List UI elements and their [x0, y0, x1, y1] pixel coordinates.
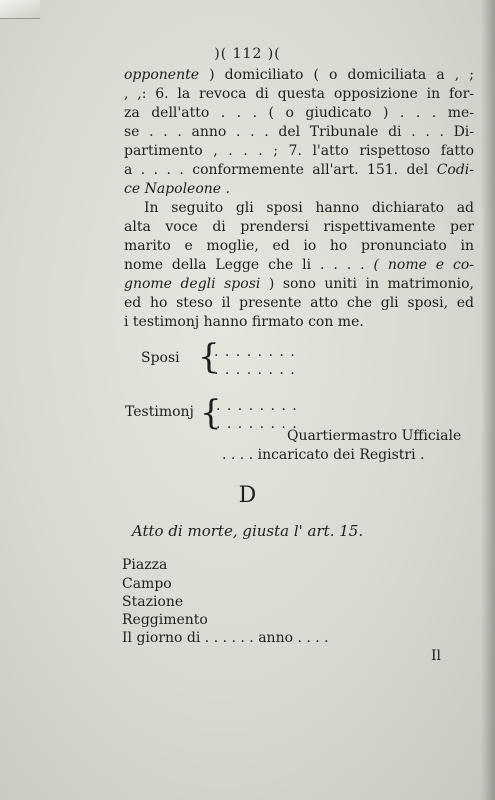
- testimonj-brace: {: [200, 393, 222, 433]
- text-line: za dell'atto . . . ( o giudicato ) . . . me-: [124, 105, 474, 121]
- page-edge-shadow: [481, 0, 495, 800]
- section-heading: Atto di morte, giusta l' art. 15.: [131, 522, 364, 540]
- text-line: se . . . anno . . . del Tribunale di . . . Di-: [124, 124, 474, 140]
- text-line: i testimonj hanno firmato con me.: [124, 314, 364, 330]
- text-line: a . . . . conformemente all'art. 151. del Codi-: [124, 162, 474, 178]
- sposi-dots-1: . . . . . . . .: [214, 344, 296, 360]
- field-campo: Campo: [122, 576, 172, 592]
- text-line: In seguito gli sposi hanno dichiarato ad: [144, 200, 474, 216]
- field-giorno: Il giorno di . . . . . . anno . . . .: [122, 630, 329, 646]
- sposi-label: Sposi: [141, 350, 180, 366]
- officer-line-2: . . . . incaricato dei Registri .: [222, 447, 425, 463]
- catchword: Il: [431, 648, 442, 664]
- field-reggimento: Reggimento: [122, 612, 208, 628]
- testimonj-label: Testimonj: [125, 404, 194, 420]
- text-line: opponente ) domiciliato ( o domiciliata a , ;: [124, 67, 474, 83]
- page-number: )( 112 )(: [214, 46, 281, 62]
- text-line-rest: ) domiciliato ( o domiciliata a , ;: [199, 67, 474, 83]
- text-line: gnome degli sposi ) sono uniti in matrimonio,: [124, 276, 474, 292]
- text-line: ce Napoleone .: [124, 181, 230, 197]
- testimonj-dots-2: . . . . . . . .: [216, 416, 298, 432]
- text-line: alta voce di prendersi rispettivamente per: [124, 219, 474, 235]
- text-line: partimento , . . . ; 7. l'atto rispettoso fatto: [124, 143, 474, 159]
- main-text: [124, 66, 474, 332]
- folded-corner: [0, 0, 40, 19]
- text-line: nome della Legge che li . . . . ( nome e co-: [124, 257, 475, 273]
- section-letter: D: [238, 483, 257, 508]
- text-line: , ,: 6. la revoca di questa opposizione in for-: [124, 86, 474, 102]
- text-line: ed ho steso il presente atto che gli sposi, ed: [124, 295, 474, 311]
- field-piazza: Piazza: [122, 557, 168, 573]
- testimonj-dots-1: . . . . . . . .: [216, 398, 298, 414]
- sposi-dots-2: . . . . . . . .: [214, 362, 296, 378]
- field-stazione: Stazione: [122, 594, 184, 610]
- text-line: marito e moglie, ed io ho pronunciato in: [124, 238, 474, 254]
- officer-line-1: Quartiermastro Ufficiale: [287, 428, 462, 444]
- sposi-brace: {: [198, 337, 220, 377]
